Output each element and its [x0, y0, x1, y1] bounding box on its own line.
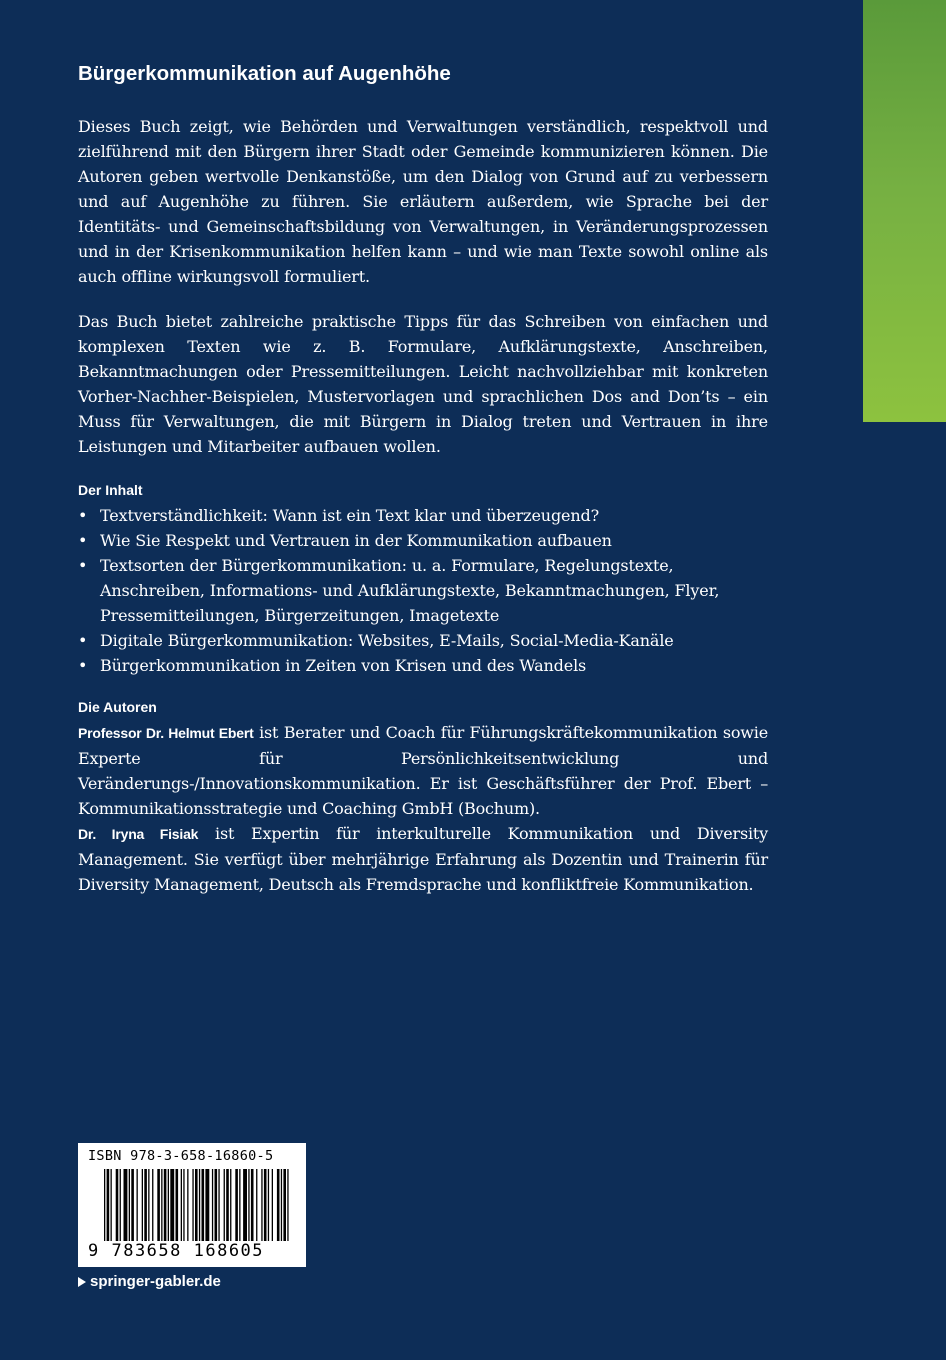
bullet-icon: •: [78, 531, 88, 550]
bullet-icon: •: [78, 506, 88, 525]
author-name: Professor Dr. Helmut Ebert: [78, 725, 254, 741]
list-item: [78, 503, 768, 528]
barcode-bars: [78, 1167, 306, 1243]
isbn-barcode: [78, 1143, 306, 1267]
bullet-icon: •: [78, 656, 88, 675]
description-paragraph-1: Dieses Buch zeigt, wie Behörden und Verwaltungen verständlich, respektvoll und zielführend mit den Bürgern ihrer Stadt oder Gemeinde kommunizieren können. Die Autoren geben wertvolle Denkanstöße, um den Dialog von Grund auf zu verbessern und auf Augenhöhe zu führen. Sie erläutern außerdem, wie Sprache bei der Identitäts- und Gemeinschaftsbildung von Verwaltungen, in Veränderungsprozessen und in der Krisenkommunikation helfen kann – und wie man Texte sowohl online als auch offline wirkungsvoll formuliert.: [78, 117, 768, 286]
publisher-label: springer-gabler.de: [90, 1273, 221, 1290]
author-bio-text: ist Expertin für interkulturelle Kommunikation und Diversity Management. Sie verfügt über mehrjährige Erfahrung als Dozentin und Trainerin für Diversity Management, Deutsch als Fremdsprache und konfliktfreie Kommunikation.: [78, 824, 768, 894]
list-item: [78, 553, 768, 628]
bullet-icon: •: [78, 631, 88, 650]
isbn-label: ISBN 978-3-658-16860-5: [88, 1148, 274, 1164]
bullet-icon: •: [78, 556, 88, 575]
author-bio-ebert: [78, 720, 768, 821]
autoren-heading: Die Autoren: [78, 699, 157, 715]
inhalt-heading: Der Inhalt: [78, 482, 143, 498]
accent-bar: [863, 0, 946, 422]
list-item-text: Bürgerkommunikation in Zeiten von Krisen und des Wandels: [100, 656, 587, 675]
list-item: [78, 628, 768, 653]
author-bio-text: ist Berater und Coach für Führungskräftekommunikation sowie Experte für Persönlichkeitsentwicklung und Veränderungs-/Innovationskommunikation. Er ist Geschäftsführer der Prof. Ebert – Kommunikationsstrategie und Coaching GmbH (Bochum).: [78, 723, 768, 818]
arrow-right-icon: [78, 1277, 86, 1287]
publisher-link[interactable]: [78, 1273, 221, 1290]
list-item-text: Textsorten der Bürgerkommunikation: u. a. Formulare, Regelungstexte, Anschreiben, Informations- und Aufklärungstexte, Bekanntmachungen, Flyer, Pressemitteilungen, Bürgerzeitungen, Imagetexte: [100, 556, 720, 625]
list-item-text: Digitale Bürgerkommunikation: Websites, E-Mails, Social-Media-Kanäle: [100, 631, 674, 650]
barcode-digits: 9 783658 168605: [88, 1241, 265, 1261]
description-paragraph-2: Das Buch bietet zahlreiche praktische Tipps für das Schreiben von einfachen und komplexen Texten wie z. B. Formulare, Aufklärungstexte, Anschreiben, Bekanntmachungen oder Pressemitteilungen. Leicht nachvollziehbar mit konkreten Vorher-Nachher-Beispielen, Mustervorlagen und sprachlichen Dos and Don’ts – ein Muss für Verwaltungen, die mit Bürgern in Dialog treten und Vertrauen in ihre Leistungen und Mitarbeiter aufbauen wollen.: [78, 312, 768, 456]
autoren-section: [78, 696, 768, 897]
author-bio-fisiak: [78, 821, 768, 897]
author-name: Dr. Iryna Fisiak: [78, 826, 199, 842]
book-title: Bürgerkommunikation auf Augenhöhe: [78, 62, 451, 85]
list-item-text: Wie Sie Respekt und Vertrauen in der Kommunikation aufbauen: [100, 531, 612, 550]
list-item: [78, 653, 768, 678]
list-item: [78, 528, 768, 553]
inhalt-list: [78, 503, 768, 678]
back-cover-text: [78, 60, 768, 897]
list-item-text: Textverständlichkeit: Wann ist ein Text klar und überzeugend?: [100, 506, 600, 525]
